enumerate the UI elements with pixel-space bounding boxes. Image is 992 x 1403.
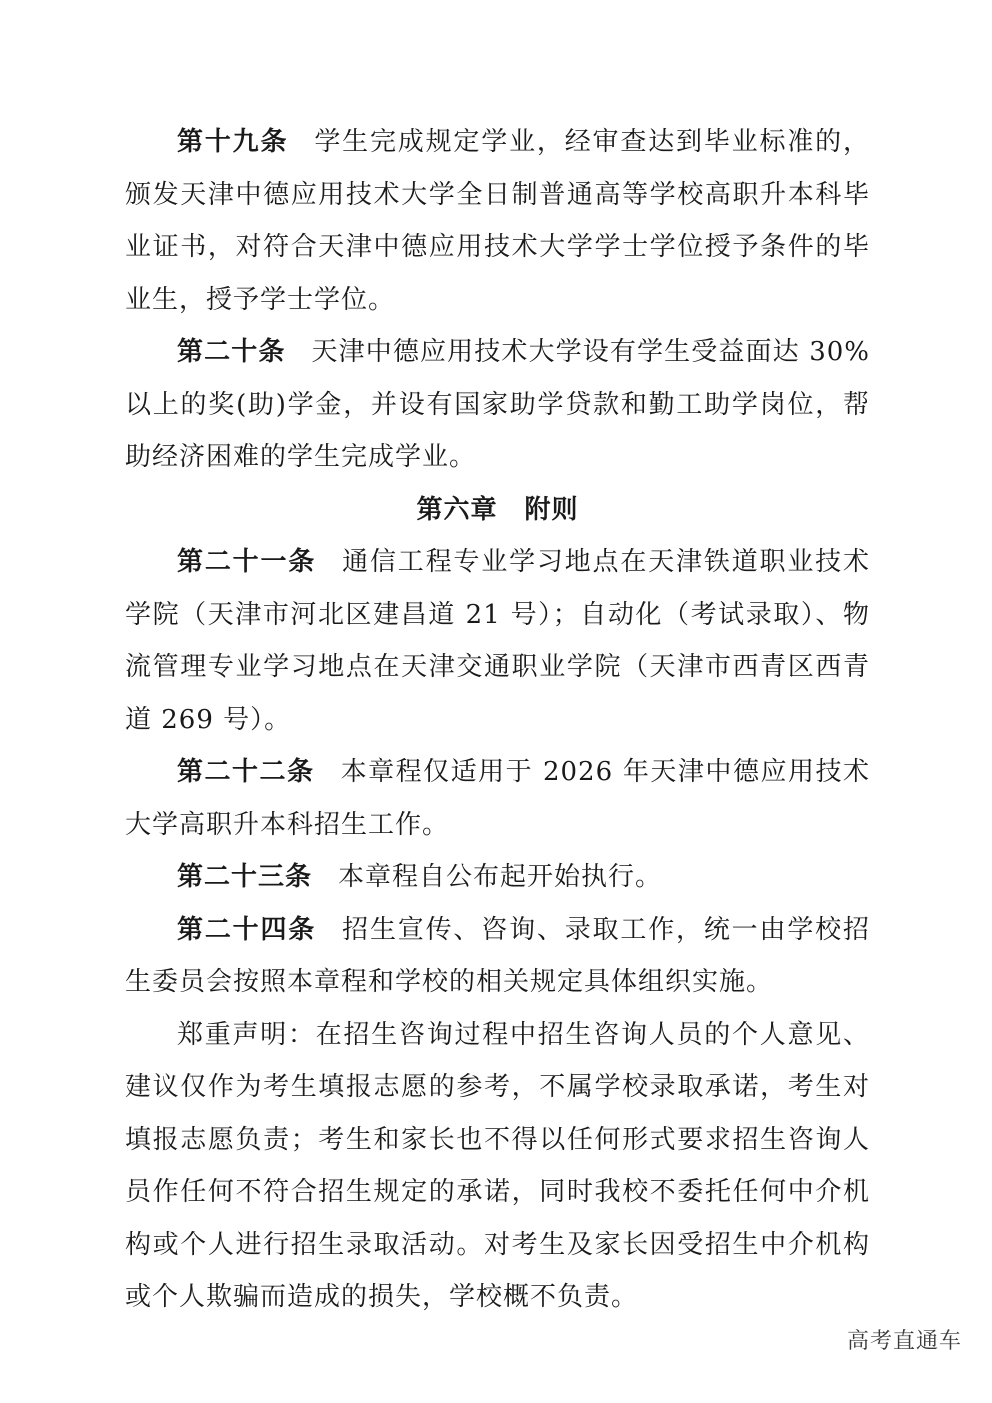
article-24 [125, 904, 870, 1009]
article-text: 本章程自公布起开始执行。 [338, 862, 663, 892]
article-number: 第二十一条 [177, 547, 317, 577]
article-text: 通信工程专业学习地点在天津铁道职业技术学院（天津市河北区建昌道 21 号）；自动化（考试录取）、物流管理专业学习地点在天津交通职业学院（天津市西青区西青道 269 号）。 [125, 547, 870, 735]
article-number: 第二十三条 [177, 862, 313, 892]
article-number: 第二十条 [177, 337, 286, 367]
article-text: 招生宣传、咨询、录取工作，统一由学校招生委员会按照本章程和学校的相关规定具体组织实施。 [125, 914, 870, 997]
article-number: 第二十二条 [177, 757, 315, 787]
article-number: 第十九条 [177, 127, 289, 157]
article-21 [125, 536, 870, 746]
article-number: 第二十四条 [177, 914, 317, 945]
article-23 [125, 851, 870, 904]
chapter-title: 第六章 附则 [416, 494, 579, 525]
article-19 [125, 116, 870, 326]
watermark-text: 高考直通车 [846, 1329, 962, 1354]
solemn-statement: 郑重声明：在招生咨询过程中招生咨询人员的个人意见、建议仅作为考生填报志愿的参考，不属学校录取承诺，考生对填报志愿负责；考生和家长也不得以任何形式要求招生咨询人员作任何不符合招生规定的承诺，同时我校不委托任何中介机构或个人进行招生录取活动。对考生及家长因受招生中介机构或个人欺骗而造成的损失，学校概不负责。 [125, 1019, 870, 1312]
article-text: 天津中德应用技术大学设有学生受益面达 30%以上的奖(助)学金，并设有国家助学贷款和勤工助学岗位，帮助经济困难的学生完成学业。 [125, 337, 870, 472]
article-20 [125, 326, 870, 484]
article-text: 本章程仅适用于 2026 年天津中德应用技术大学高职升本科招生工作。 [125, 757, 870, 840]
document-page [125, 116, 870, 1324]
article-22 [125, 746, 870, 851]
article-text: 学生完成规定学业，经审查达到毕业标准的，颁发天津中德应用技术大学全日制普通高等学校高职升本科毕业证书，对符合天津中德应用技术大学学士学位授予条件的毕业生，授予学士学位。 [125, 127, 870, 315]
